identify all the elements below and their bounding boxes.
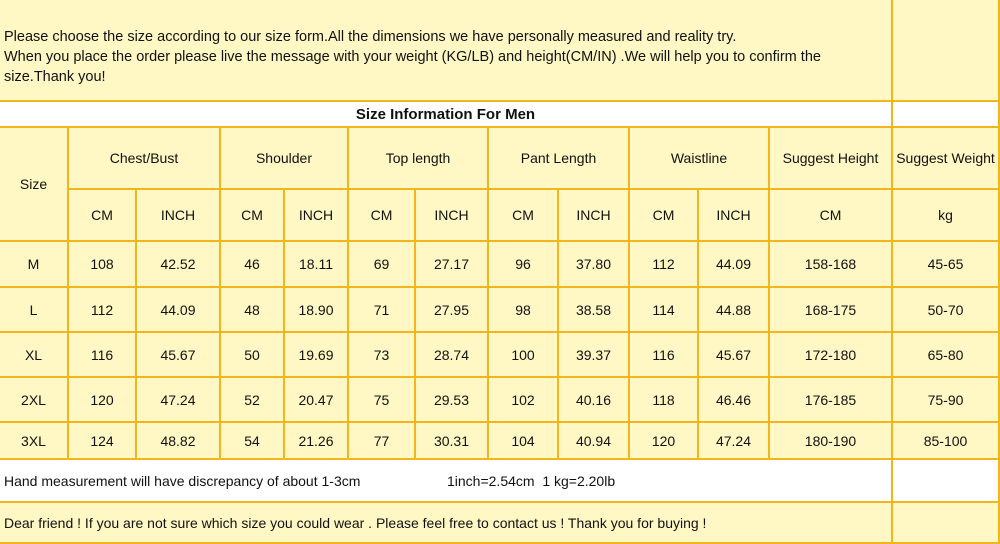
measurement-cell: 38.58: [559, 288, 630, 333]
unit-header-cell: INCH: [137, 190, 221, 242]
unit-header-cell: CM: [69, 190, 137, 242]
size-label-cell: 2XL: [0, 378, 69, 423]
pant-length-header: Pant Length: [489, 128, 630, 190]
measurement-cell: 114: [630, 288, 699, 333]
measurement-cell: 172-180: [770, 333, 893, 378]
measurement-cell: 54: [221, 423, 285, 460]
measurement-cell: 73: [349, 333, 416, 378]
measurement-cell: 44.09: [137, 288, 221, 333]
measurement-cell: 45-65: [893, 242, 1000, 288]
waistline-header: Waistline: [630, 128, 770, 190]
measurement-cell: 71: [349, 288, 416, 333]
measurement-cell: 116: [630, 333, 699, 378]
measurement-cell: 40.16: [559, 378, 630, 423]
measurement-cell: 44.09: [699, 242, 770, 288]
measurement-cell: 47.24: [699, 423, 770, 460]
measurement-cell: 120: [630, 423, 699, 460]
measurement-cell: 75-90: [893, 378, 1000, 423]
intro-line-2: When you place the order please live the message with your weight (KG/LB) and height(CM/IN) .We will help you to confirm the size.Thank you!: [4, 49, 821, 85]
unit-header-cell: kg: [893, 190, 1000, 242]
measurement-cell: 44.88: [699, 288, 770, 333]
measurement-cell: 50-70: [893, 288, 1000, 333]
measurement-cell: 45.67: [137, 333, 221, 378]
measurement-cell: 96: [489, 242, 559, 288]
measurement-cell: 39.37: [559, 333, 630, 378]
measurement-cell: 19.69: [285, 333, 349, 378]
measurement-cell: 85-100: [893, 423, 1000, 460]
measurement-cell: 28.74: [416, 333, 489, 378]
measurement-cell: 98: [489, 288, 559, 333]
conversion-text: 1inch=2.54cm 1 kg=2.20lb: [447, 472, 616, 489]
measurement-cell: 116: [69, 333, 137, 378]
measurement-cell: 176-185: [770, 378, 893, 423]
unit-header-cell: CM: [489, 190, 559, 242]
measurement-cell: 104: [489, 423, 559, 460]
unit-header-cell: INCH: [559, 190, 630, 242]
measurement-cell: 120: [69, 378, 137, 423]
intro-line-1: Please choose the size according to our size form.All the dimensions we have personally measured and reality try.: [4, 29, 737, 45]
shoulder-header: Shoulder: [221, 128, 349, 190]
unit-header-cell: CM: [349, 190, 416, 242]
measurement-cell: 30.31: [416, 423, 489, 460]
measurement-cell: 77: [349, 423, 416, 460]
measurement-cell: 112: [69, 288, 137, 333]
size-header: Size: [0, 128, 69, 242]
top-length-header: Top length: [349, 128, 489, 190]
measurement-cell: 29.53: [416, 378, 489, 423]
thanks-note: Dear friend ! If you are not sure which size you could wear . Please feel free to contact us ! Thank you for buying !: [0, 503, 893, 544]
measurement-cell: 21.26: [285, 423, 349, 460]
unit-header-cell: CM: [770, 190, 893, 242]
size-label-cell: XL: [0, 333, 69, 378]
unit-header-cell: CM: [221, 190, 285, 242]
measurement-cell: 37.80: [559, 242, 630, 288]
size-label-cell: L: [0, 288, 69, 333]
measurement-cell: 46: [221, 242, 285, 288]
measurement-cell: 50: [221, 333, 285, 378]
measurement-cell: 46.46: [699, 378, 770, 423]
suggest-weight-header: Suggest Weight: [893, 128, 1000, 190]
measurement-cell: 65-80: [893, 333, 1000, 378]
empty-cell: [893, 0, 1000, 102]
empty-cell: [893, 460, 1000, 503]
discrepancy-text: Hand measurement will have discrepancy of about 1-3cm: [4, 472, 361, 489]
measurement-cell: 47.24: [137, 378, 221, 423]
empty-cell: [893, 503, 1000, 544]
measurement-cell: 168-175: [770, 288, 893, 333]
table-title: Size Information For Men: [0, 102, 893, 128]
size-label-cell: 3XL: [0, 423, 69, 460]
measurement-cell: 75: [349, 378, 416, 423]
measurement-cell: 158-168: [770, 242, 893, 288]
measurement-cell: 100: [489, 333, 559, 378]
empty-cell: [893, 102, 1000, 128]
measurement-cell: 45.67: [699, 333, 770, 378]
measurement-cell: 112: [630, 242, 699, 288]
measurement-cell: 118: [630, 378, 699, 423]
measurement-cell: 40.94: [559, 423, 630, 460]
measurement-cell: 102: [489, 378, 559, 423]
discrepancy-note: [0, 460, 893, 503]
measurement-cell: 180-190: [770, 423, 893, 460]
measurement-cell: 69: [349, 242, 416, 288]
unit-header-cell: INCH: [416, 190, 489, 242]
intro-notice: [0, 0, 893, 102]
measurement-cell: 48: [221, 288, 285, 333]
measurement-cell: 20.47: [285, 378, 349, 423]
measurement-cell: 42.52: [137, 242, 221, 288]
measurement-cell: 18.90: [285, 288, 349, 333]
measurement-cell: 27.95: [416, 288, 489, 333]
size-label-cell: M: [0, 242, 69, 288]
measurement-cell: 124: [69, 423, 137, 460]
measurement-cell: 48.82: [137, 423, 221, 460]
measurement-cell: 27.17: [416, 242, 489, 288]
measurement-cell: 18.11: [285, 242, 349, 288]
unit-header-cell: CM: [630, 190, 699, 242]
measurement-cell: 108: [69, 242, 137, 288]
unit-header-cell: INCH: [285, 190, 349, 242]
measurement-cell: 52: [221, 378, 285, 423]
chest-bust-header: Chest/Bust: [69, 128, 221, 190]
unit-header-cell: INCH: [699, 190, 770, 242]
suggest-height-header: Suggest Height: [770, 128, 893, 190]
